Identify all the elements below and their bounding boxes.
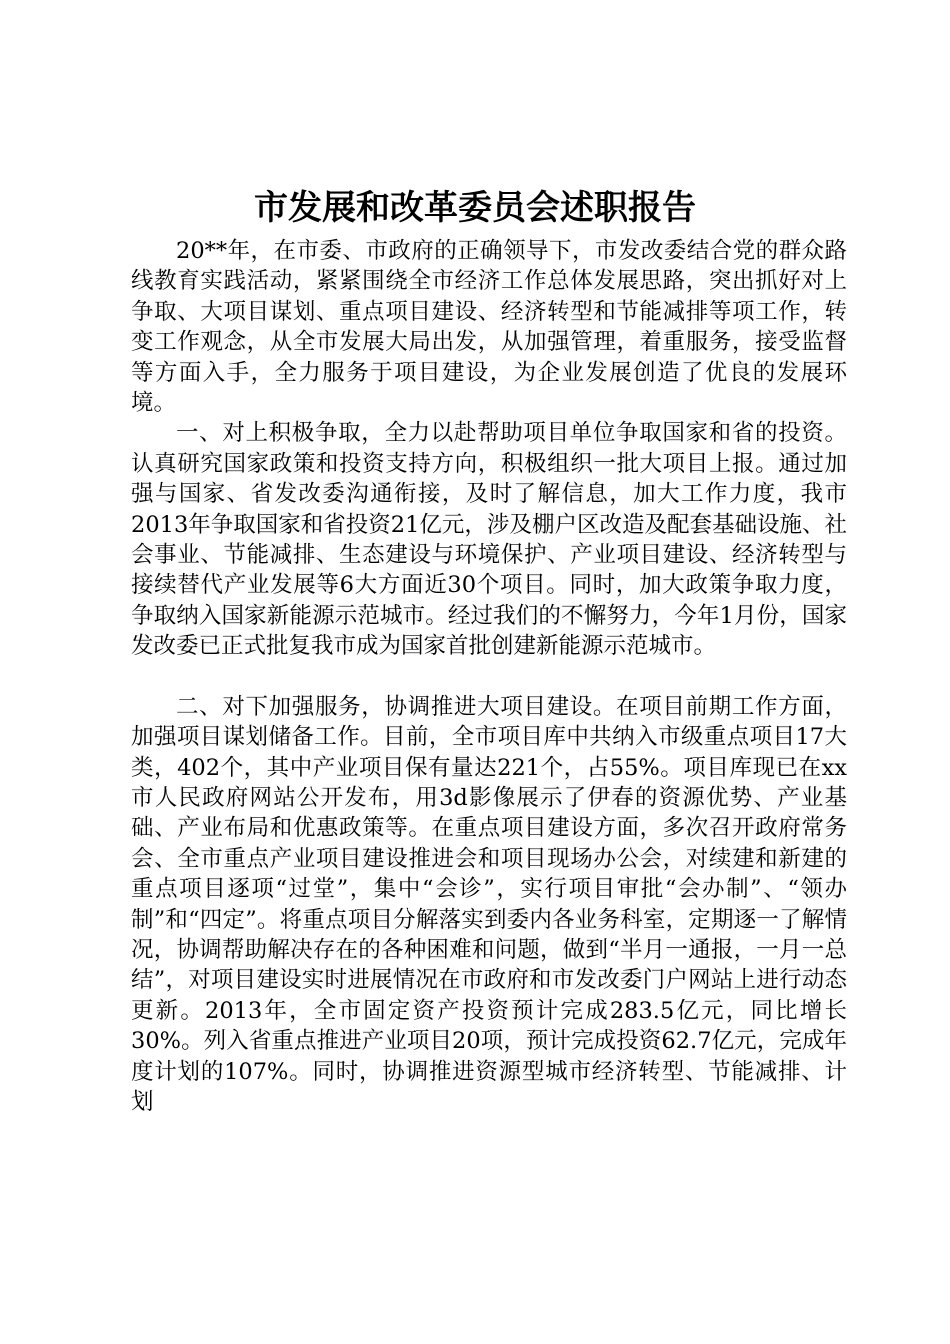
paragraph-section-1: 一、对上积极争取，全力以赴帮助项目单位争取国家和省的投资。认真研究国家政策和投资支持方向，积极组织一批大项目上报。通过加强与国家、省发改委沟通衔接，及时了解信息，加大工作力度，我市2013年争取国家和省投资21亿元，涉及棚户区改造及配套基础设施、社会事业、节能减排、生态建设与环境保护、产业项目建设、经济转型与接续替代产业发展等6大方面近30个项目。同时，加大政策争取力度，争取纳入国家新能源示范城市。经过我们的不懈努力，今年1月份，国家发改委已正式批复我市成为国家首批创建新能源示范城市。	[131, 420, 847, 660]
document-title: 市发展和改革委员会述职报告	[254, 188, 696, 228]
paragraph-intro: 20**年，在市委、市政府的正确领导下，市发改委结合党的群众路线教育实践活动，紧紧围绕全市经济工作总体发展思路，突出抓好对上争取、大项目谋划、重点项目建设、经济转型和节能减排等项工作，转变工作观念，从全市发展大局出发，从加强管理，着重服务，接受监督等方面入手，全力服务于项目建设，为企业发展创造了优良的发展环境。	[131, 238, 847, 417]
document-body	[131, 236, 847, 1117]
paragraph-section-2: 二、对下加强服务，协调推进大项目建设。在项目前期工作方面，加强项目谋划储备工作。目前，全市项目库中共纳入市级重点项目17大类，402个，其中产业项目保有量达221个，占55%。项目库现已在xx市人民政府网站公开发布，用3d影像展示了伊春的资源优势、产业基础、产业布局和优惠政策等。在重点项目建设方面，多次召开政府常务会、全市重点产业项目建设推进会和项目现场办公会，对续建和新建的重点项目逐项“过堂”，集中“会诊”，实行项目审批“会办制”、“领办制”和“四定”。将重点项目分解落实到委内各业务科室，定期逐一了解情况，协调帮助解决存在的各种困难和问题，做到“半月一通报，一月一总结”，对项目建设实时进展情况在市政府和市发改委门户网站上进行动态更新。2013年，全市固定资产投资预计完成283.5亿元，同比增长30%。列入省重点推进产业项目20项，预计完成投资62.7亿元，完成年度计划的107%。同时，协调推进资源型城市经济转型、节能减排、计划	[131, 693, 847, 1115]
